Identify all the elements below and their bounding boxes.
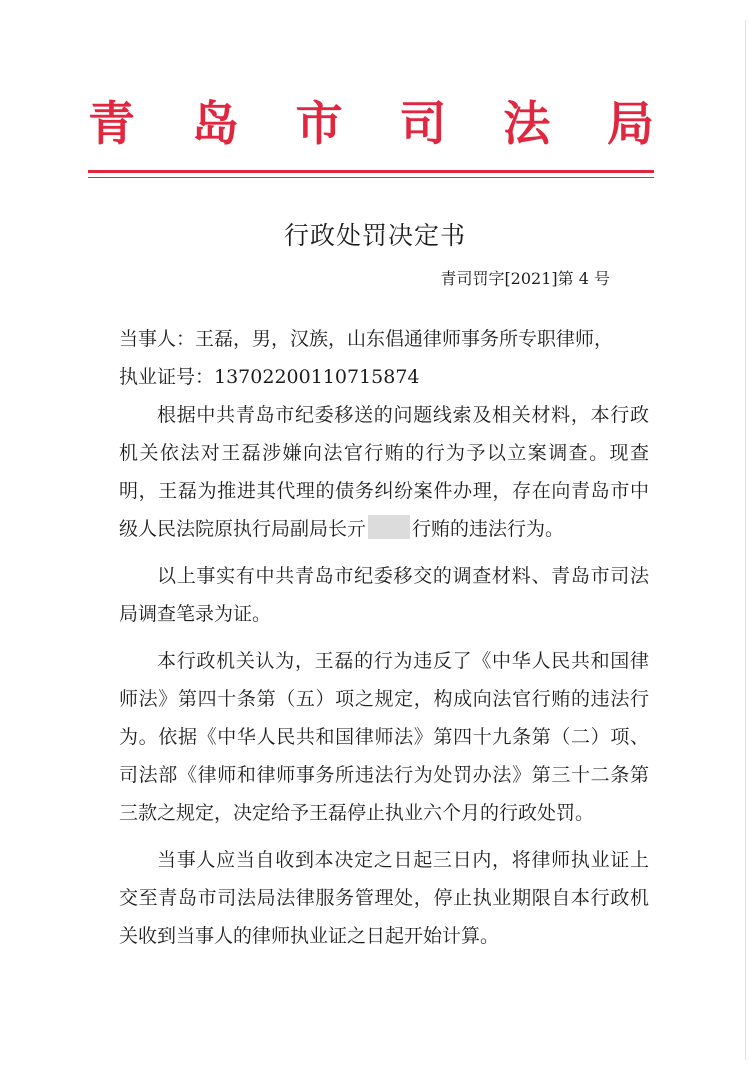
- org-char: 市: [295, 97, 343, 152]
- facts-paragraph: [119, 396, 649, 548]
- issuing-organization-heading: [88, 96, 654, 154]
- main-body: [119, 396, 649, 955]
- redaction-block: [368, 515, 410, 539]
- evidence-paragraph: 以上事实有中共青岛市纪委移交的调查材料、青岛市司法局调查笔录为证。: [119, 565, 649, 625]
- org-char: 法: [503, 97, 551, 152]
- org-char: 青: [88, 97, 135, 152]
- header-divider-thin: [88, 177, 654, 178]
- facts-text-end: 行贿的违法行为。: [412, 518, 565, 540]
- document-number: 青司罚字[2021]第 4 号: [440, 269, 610, 288]
- party-line: 当事人：王磊，男，汉族，山东倡通律师事务所专职律师，: [119, 328, 614, 350]
- instruction-paragraph: 当事人应当自收到本决定之日起三日内，将律师执业证上交至青岛市司法局法律服务管理处，停止执业期限自本行政机关收到当事人的律师执业证之日起开始计算。: [119, 849, 649, 947]
- license-number-line: 执业证号：13702200110715874: [119, 366, 420, 388]
- document-title: 行政处罚决定书: [283, 221, 466, 250]
- page-edge: [745, 20, 746, 1060]
- org-char: 岛: [191, 97, 239, 152]
- header-divider-thick: [88, 170, 654, 173]
- org-char: 司: [399, 97, 447, 152]
- party-info: [119, 320, 649, 396]
- facts-text: 根据中共青岛市纪委移送的问题线索及相关材料，本行政机关依法对王磊涉嫌向法官行贿的行为予以立案调查。现查明，王磊为推进其代理的债务纠纷案件办理，存在向青岛市中级人民法院原执行局副局长亓: [119, 404, 649, 540]
- ruling-paragraph: 本行政机关认为，王磊的行为违反了《中华人民共和国律师法》第四十条第（五）项之规定，构成向法官行贿的违法行为。依据《中华人民共和国律师法》第四十九条第（二）项、司法部《律师和律师事务所违法行为处罚办法》第三十二条第三款之规定，决定给予王磊停止执业六个月的行政处罚。: [119, 650, 649, 824]
- org-char: 局: [606, 97, 654, 152]
